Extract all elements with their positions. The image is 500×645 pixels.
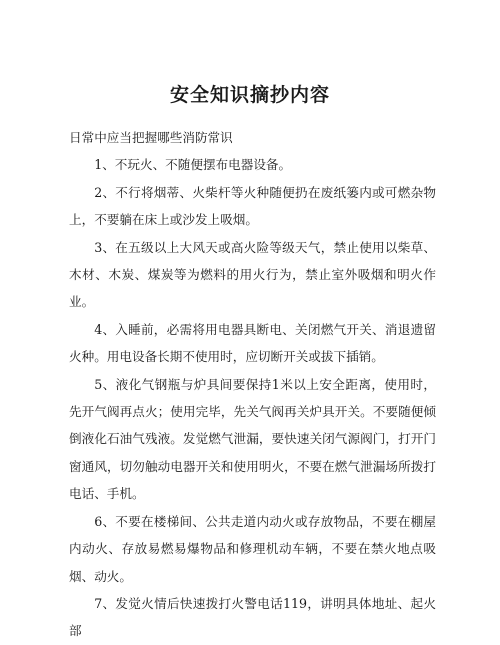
list-item: 1、不玩火、不随便摆布电器设备。 xyxy=(94,157,292,173)
list-item: 6、不要在楼梯间、公共走道内动火或存放物品，不要在棚屋内动火、存放易燃易爆物品和修理机动车辆，不要在禁火地点吸烟、动火。 xyxy=(69,513,436,584)
list-item: 5、液化气钢瓶与炉具间要保持1米以上安全距离，使用时，先开气阀再点火；使用完毕，先关气阀再关炉具开关。不要随便倾倒液化石油气残液。发觉燃气泄漏，要快速关闭气源阀门，打开门窗通风，切勿触动电器开关和使用明火，不要在燃气泄漏场所拨打电话、手机。 xyxy=(69,376,436,502)
list-item: 7、发觉火情后快速拨打火警电话119，讲明具体地址、起火部 xyxy=(69,595,436,639)
intro-paragraph: 日常中应当把握哪些消防常识 xyxy=(69,130,233,145)
document-title: 安全知识摘抄内容 xyxy=(169,84,330,106)
list-item: 3、在五级以上大风天或高火险等级天气，禁止使用以柴草、木材、木炭、煤炭等为燃料的用火行为，禁止室外吸烟和明火作业。 xyxy=(69,239,436,310)
list-item: 4、入睡前，必需将用电器具断电、关闭燃气开关、消退遗留火种。用电设备长期不使用时，应切断开关或拔下插销。 xyxy=(69,321,436,365)
list-item: 2、不行将烟蒂、火柴杆等火种随便扔在废纸篓内或可燃杂物上，不要躺在床上或沙发上吸烟。 xyxy=(69,184,436,228)
document-body xyxy=(69,124,436,645)
